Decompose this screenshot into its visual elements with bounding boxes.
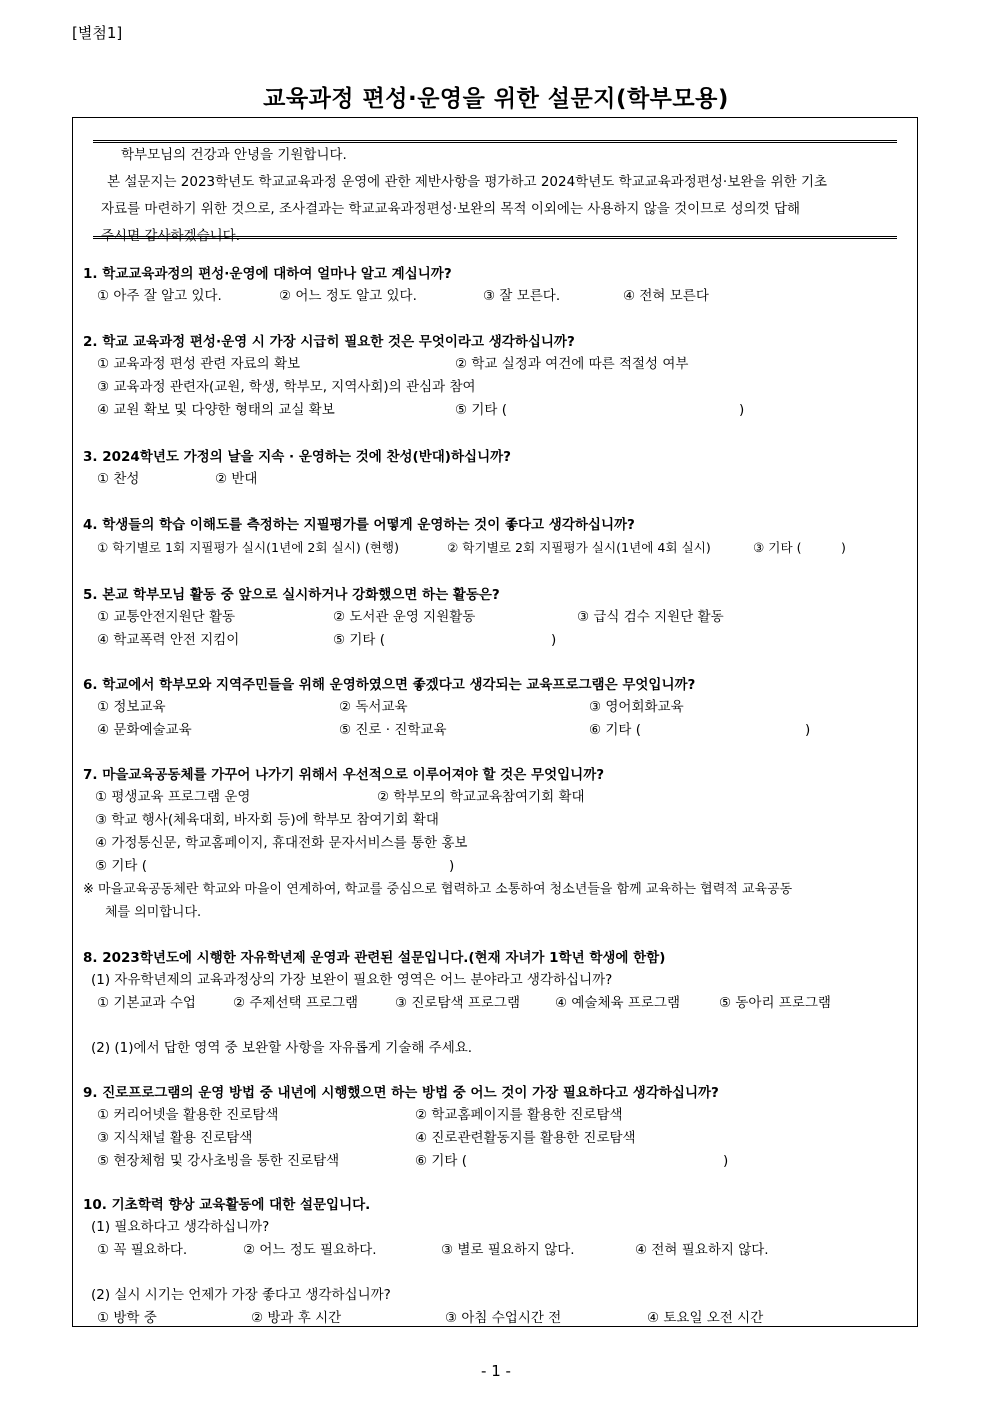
option[interactable]: ② 주제선택 프로그램 [233,995,359,1011]
option[interactable]: ② 학부모의 학교교육참여기회 확대 [377,789,585,805]
option-other-close: ) [723,1153,729,1169]
question-title: 10. 기초학력 향상 교육활동에 대한 설문입니다. [83,1197,371,1213]
option-other[interactable]: ⑤ 기타 ( [95,858,148,874]
option[interactable]: ③ 지식채널 활용 진로탐색 [97,1130,253,1146]
attachment-label: [별첨1] [72,24,123,42]
option[interactable]: ⑤ 진로 · 진학교육 [339,722,447,738]
option[interactable]: ② 어느 정도 필요하다. [243,1242,377,1258]
option[interactable]: ② 학교 실정과 여건에 따른 적절성 여부 [455,356,689,372]
option[interactable]: ④ 가정통신문, 학교홈페이지, 휴대전화 문자서비스를 통한 홍보 [95,835,468,851]
option[interactable]: ② 어느 정도 알고 있다. [279,288,417,304]
definition-note: ※ 마을교육공동체란 학교와 마을이 연계하여, 학교를 중심으로 협력하고 소통하여 청소년들을 함께 교육하는 협력적 교육공동 [83,882,793,897]
question-7 [83,764,913,924]
intro-line: 자료를 마련하기 위한 것으로, 조사결과는 학교교육과정편성·보완의 목적 이외에는 사용하지 않을 것이므로 성의껏 답해 [101,201,801,217]
option[interactable]: ② 반대 [215,471,258,487]
question-5 [83,584,913,652]
option[interactable]: ④ 학교폭력 안전 지킴이 [97,632,240,648]
question-title: 6. 학교에서 학부모와 지역주민들을 위해 운영하였으면 좋겠다고 생각되는 교육프로그램은 무엇입니까? [83,677,696,693]
sub-question: (1) 자유학년제의 교육과정상의 가장 보완이 필요한 영역은 어느 분야라고 생각하십니까? [91,972,613,988]
option[interactable]: ⑤ 동아리 프로그램 [719,995,831,1011]
option[interactable]: ① 방학 중 [97,1310,157,1326]
option[interactable]: ① 교통안전지원단 활동 [97,609,236,625]
option[interactable]: ① 평생교육 프로그램 운영 [95,789,251,805]
survey-title: 교육과정 편성·운영을 위한 설문지(학부모용) [263,86,729,112]
option-other[interactable]: ③ 기타 ( [753,540,802,555]
question-title: 3. 2024학년도 가정의 날을 지속 · 운영하는 것에 찬성(반대)하십니까? [83,449,511,465]
option[interactable]: ② 도서관 운영 지원활동 [333,609,476,625]
question-2 [83,331,913,422]
intro-box [93,142,897,250]
option[interactable]: ⑤ 현장체험 및 강사초빙을 통한 진로탐색 [97,1153,340,1169]
question-1 [83,263,913,308]
option[interactable]: ② 학기별로 2회 지필평가 실시(1년에 4회 실시) [447,540,711,555]
option-other[interactable]: ⑥ 기타 ( [589,722,642,738]
option[interactable]: ② 학교홈페이지를 활용한 진로탐색 [415,1107,623,1123]
option[interactable]: ③ 급식 검수 지원단 활동 [577,609,724,625]
definition-note: 체를 의미합니다. [105,905,202,920]
intro-greeting: 학부모님의 건강과 안녕을 기원합니다. [121,147,347,163]
option[interactable]: ④ 문화예술교육 [97,722,192,738]
option[interactable]: ③ 교육과정 관련자(교원, 학생, 학부모, 지역사회)의 관심과 참여 [97,379,476,395]
intro-line: 본 설문지는 2023학년도 학교교육과정 운영에 관한 제반사항을 평가하고 2024학년도 학교교육과정편성·보완을 위한 기초 [107,174,828,190]
option[interactable]: ① 꼭 필요하다. [97,1242,188,1258]
option[interactable]: ③ 영어회화교육 [589,699,684,715]
option-other[interactable]: ⑤ 기타 ( [333,632,386,648]
option[interactable]: ③ 진로탐색 프로그램 [395,995,521,1011]
option-other-close: ) [551,632,557,648]
sub-question: (1) 필요하다고 생각하십니까? [91,1219,270,1235]
sub-question: (2) 실시 시기는 언제가 가장 좋다고 생각하십니까? [91,1287,391,1303]
option[interactable]: ③ 잘 모른다. [483,288,561,304]
option[interactable]: ① 기본교과 수업 [97,995,196,1011]
option-other[interactable]: ⑥ 기타 ( [415,1153,468,1169]
option[interactable]: ② 방과 후 시간 [251,1310,342,1326]
survey-frame [72,117,918,1327]
option[interactable]: ② 독서교육 [339,699,408,715]
question-6 [83,674,913,742]
option-other-close: ) [739,402,745,418]
option[interactable]: ④ 교원 확보 및 다양한 형태의 교실 확보 [97,402,335,418]
question-8 [83,947,913,1060]
question-title: 8. 2023학년도에 시행한 자유학년제 운영과 관련된 설문입니다.(현재 자녀가 1학년 학생에 한함) [83,950,666,966]
option-other-close: ) [449,858,455,874]
option-other-close: ) [805,722,811,738]
option[interactable]: ① 학기별로 1회 지필평가 실시(1년에 2회 실시) (현행) [97,540,399,555]
question-title: 7. 마을교육공동체를 가꾸어 나가기 위해서 우선적으로 이루어져야 할 것은 무엇입니까? [83,767,605,783]
option[interactable]: ④ 전혀 모른다 [623,288,709,304]
question-title: 9. 진로프로그램의 운영 방법 중 내년에 시행했으면 하는 방법 중 어느 것이 가장 필요하다고 생각하십니까? [83,1085,719,1101]
question-10 [83,1194,913,1330]
question-9 [83,1082,913,1173]
question-title: 4. 학생들의 학습 이해도를 측정하는 지필평가를 어떻게 운영하는 것이 좋다고 생각하십니까? [83,517,635,533]
page-number: - 1 - [481,1362,511,1380]
option[interactable]: ① 찬성 [97,471,140,487]
option[interactable]: ③ 별로 필요하지 않다. [441,1242,575,1258]
option[interactable]: ④ 토요일 오전 시간 [647,1310,764,1326]
option-other[interactable]: ⑤ 기타 ( [455,402,508,418]
question-4 [83,514,913,559]
option[interactable]: ③ 학교 행사(체육대회, 바자회 등)에 학부모 참여기회 확대 [95,812,439,828]
option[interactable]: ① 아주 잘 알고 있다. [97,288,222,304]
option-other-close: ) [841,540,846,555]
option[interactable]: ① 정보교육 [97,699,166,715]
sub-question: (2) (1)에서 답한 영역 중 보완할 사항을 자유롭게 기술해 주세요. [91,1040,473,1056]
option[interactable]: ③ 아침 수업시간 전 [445,1310,562,1326]
question-title: 5. 본교 학부모님 활동 중 앞으로 실시하거나 강화했으면 하는 활동은? [83,587,500,603]
option[interactable]: ① 교육과정 편성 관련 자료의 확보 [97,356,301,372]
intro-line: 주시면 감사하겠습니다. [101,228,240,244]
intro-divider-bottom [93,236,897,239]
option[interactable]: ④ 예술체육 프로그램 [555,995,681,1011]
option[interactable]: ④ 진로관련활동지를 활용한 진로탐색 [415,1130,636,1146]
option[interactable]: ① 커리어넷을 활용한 진로탐색 [97,1107,279,1123]
option[interactable]: ④ 전혀 필요하지 않다. [635,1242,769,1258]
question-3 [83,446,913,491]
question-title: 1. 학교교육과정의 편성·운영에 대하여 얼마나 알고 계십니까? [83,266,452,282]
question-title: 2. 학교 교육과정 편성·운영 시 가장 시급히 필요한 것은 무엇이라고 생각하십니까? [83,334,575,350]
